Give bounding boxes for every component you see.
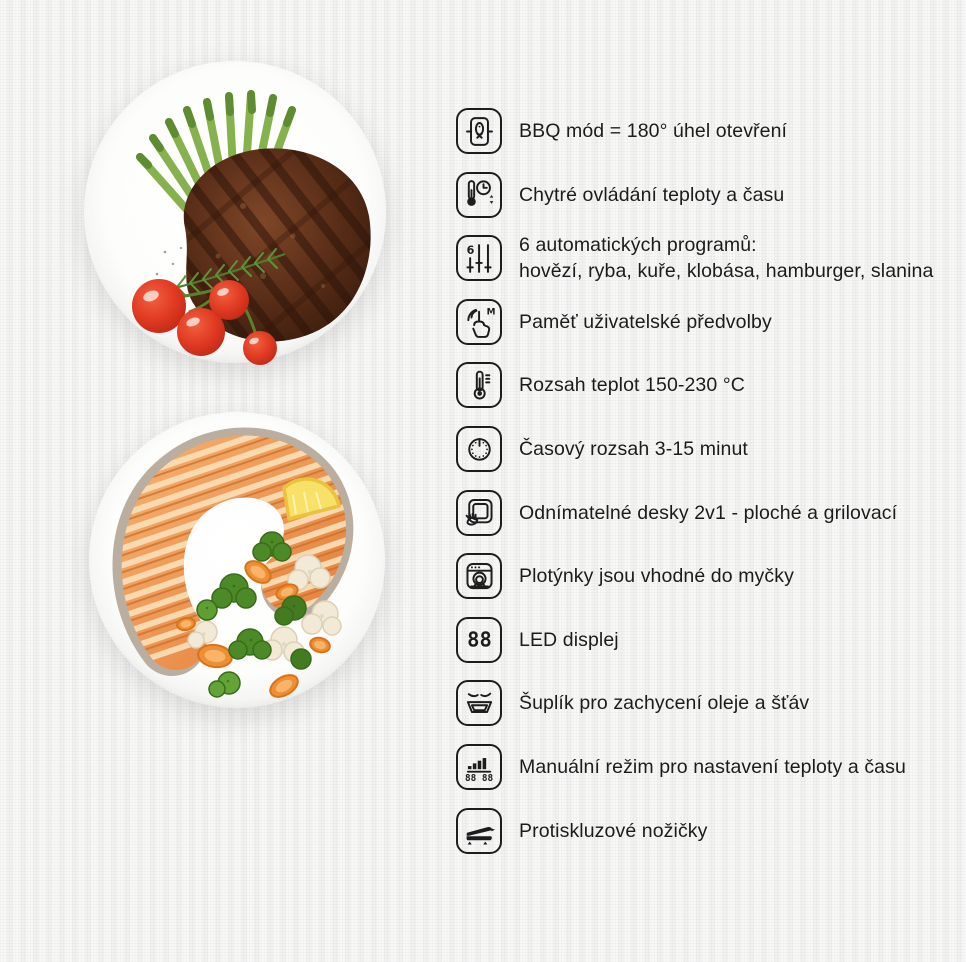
svg-text:88: 88 [466, 627, 492, 652]
non-slip-feet-icon [456, 808, 502, 854]
svg-text:M: M [486, 307, 496, 318]
svg-text:88 88: 88 88 [464, 773, 493, 785]
feature-label: 6 automatických programů: hovězí, ryba, kuře, klobása, hamburger, slanina [519, 234, 934, 283]
feature-label: LED displej [519, 628, 619, 651]
feature-row-bbq-mode [456, 108, 933, 154]
salmon-plate-photo [88, 402, 388, 718]
feature-label: Odnímatelné desky 2v1 - ploché a grilovací [519, 501, 898, 524]
dishwasher-icon [456, 553, 502, 599]
feature-label: Chytré ovládání teploty a času [519, 183, 785, 206]
feature-label: Časový rozsah 3-15 minut [519, 437, 748, 460]
manual-display-icon [456, 744, 502, 790]
thermometer-icon [456, 362, 502, 408]
feature-row-led-display [456, 617, 933, 663]
feature-label: Plotýnky jsou vhodné do myčky [519, 565, 794, 588]
feature-label: BBQ mód = 180° úhel otevření [519, 120, 788, 142]
feature-label: Paměť uživatelské předvolby [519, 310, 772, 333]
feature-row-drip-tray [456, 680, 933, 726]
feature-row-time-range [456, 426, 933, 472]
feature-label: Šuplík pro zachycení oleje a šťáv [519, 692, 810, 715]
feature-row-memory [456, 299, 933, 345]
touch-memory-icon [456, 299, 502, 345]
feature-row-non-slip-feet [456, 808, 933, 854]
feature-row-smart-control [456, 172, 933, 218]
steak-plate-photo [77, 54, 393, 370]
led-display-icon [456, 617, 502, 663]
feature-row-programs [456, 235, 933, 281]
svg-text:6: 6 [466, 243, 474, 257]
feature-row-removable-plates [456, 490, 933, 536]
feature-label: Rozsah teplot 150-230 °C [519, 374, 745, 397]
steak-plate-illustration [77, 54, 393, 370]
feature-row-manual-mode [456, 744, 933, 790]
feature-label: Manuální režim pro nastavení teploty a času [519, 755, 906, 778]
timer-dial-icon [456, 426, 502, 472]
grill-open-fish-icon [456, 108, 502, 154]
feature-list [456, 108, 933, 854]
removable-plate-hand-icon [456, 490, 502, 536]
feature-label: Protiskluzové nožičky [519, 819, 708, 842]
thermometer-clock-icon [456, 172, 502, 218]
program-sliders-icon [456, 235, 502, 281]
drip-tray-icon [456, 680, 502, 726]
salmon-plate-illustration [88, 402, 388, 718]
feature-row-dishwasher [456, 553, 933, 599]
feature-row-temp-range [456, 362, 933, 408]
